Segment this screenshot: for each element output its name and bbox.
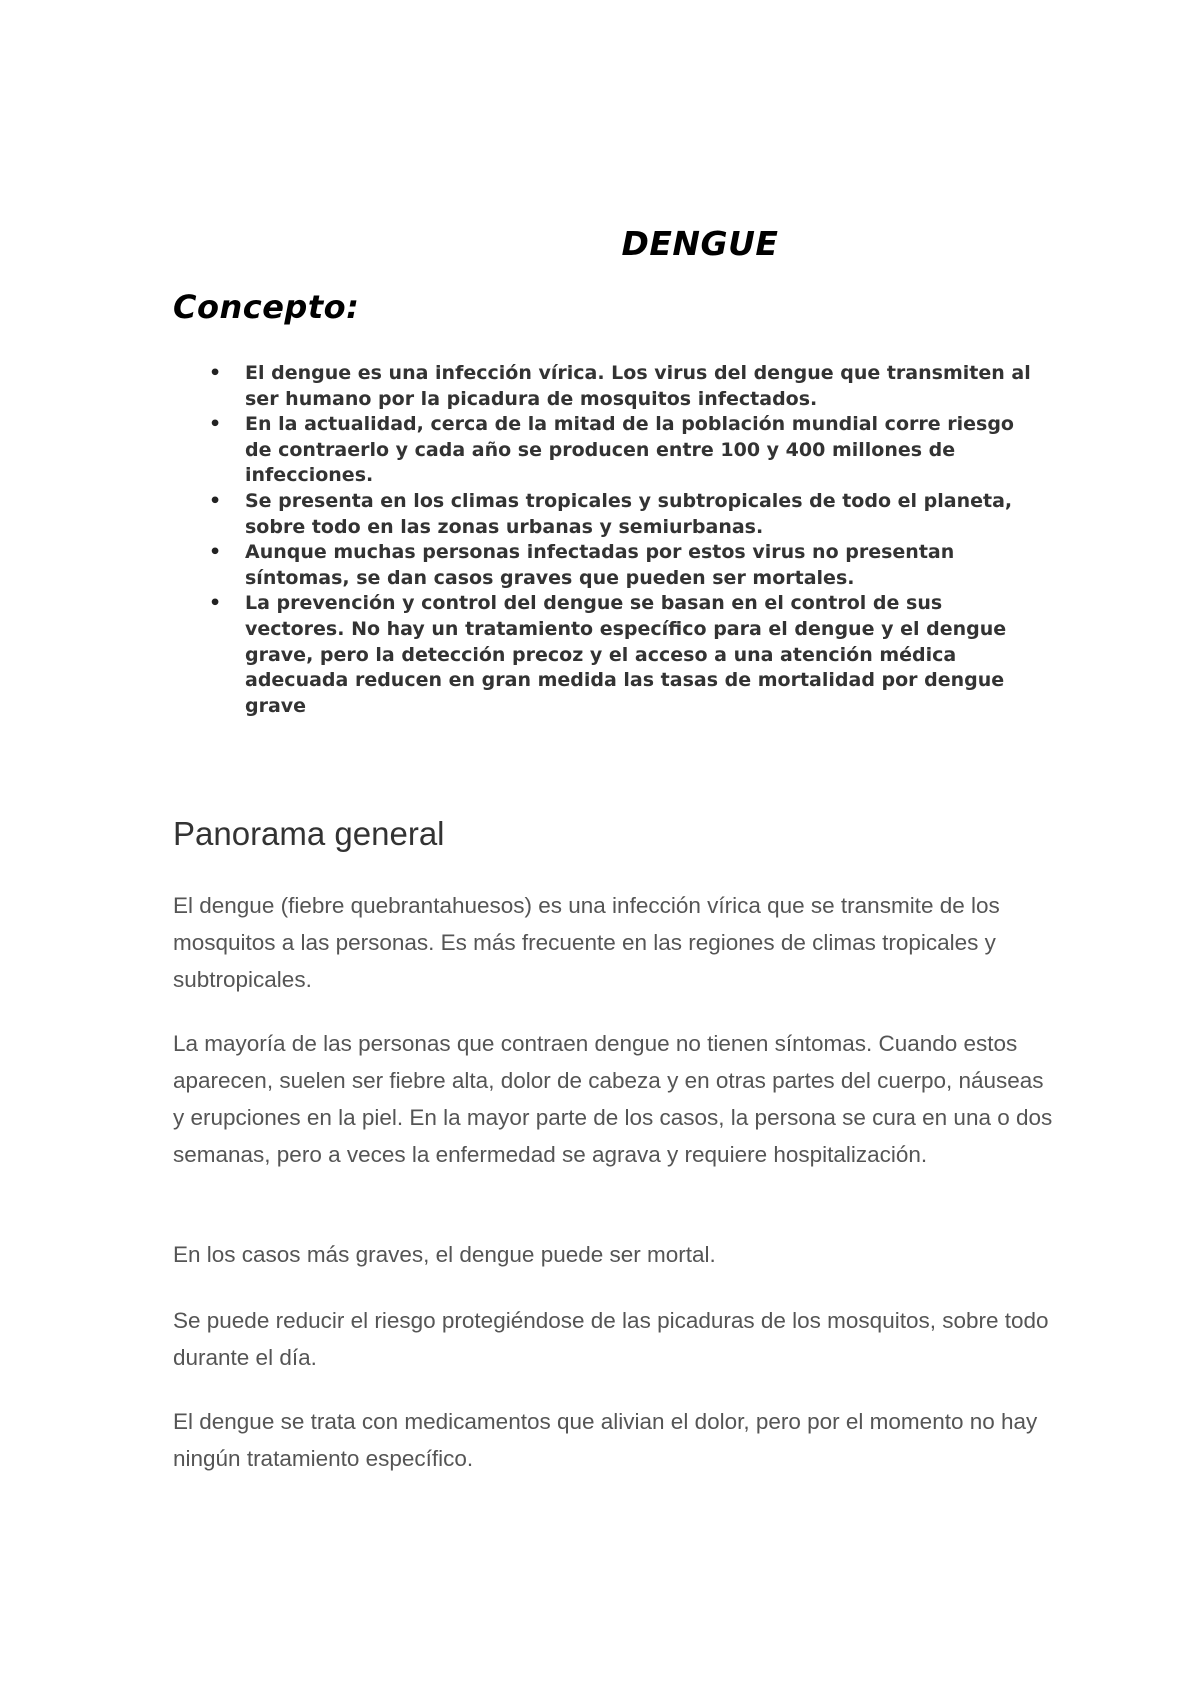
paragraph: El dengue (fiebre quebrantahuesos) es una infección vírica que se transmite de los mosquitos a las personas. Es más frecuente en las regiones de climas tropicales y subtropicales. <box>173 893 1000 992</box>
paragraph: Se puede reducir el riesgo protegiéndose de las picaduras de los mosquitos, sobre todo durante el día. <box>173 1308 1049 1370</box>
bullet-marker: • <box>209 541 222 564</box>
concept-heading: Concepto: <box>173 288 360 326</box>
document-title: DENGUE <box>621 224 779 263</box>
bullet-text: Aunque muchas personas infectadas por estos virus no presentan síntomas, se dan casos graves que pueden ser mortales. <box>245 541 955 589</box>
paragraph: En los casos más graves, el dengue puede ser mortal. <box>173 1242 716 1267</box>
paragraph: La mayoría de las personas que contraen dengue no tienen síntomas. Cuando estos aparecen, suelen ser fiebre alta, dolor de cabeza y en otras partes del cuerpo, náuseas y erupciones en la piel. En la mayor parte de los casos, la persona se cura en una o dos semanas, pero a veces la enfermedad se agrava y requiere hospitalización. <box>173 1031 1053 1167</box>
bullet-text: La prevención y control del dengue se basan en el control de sus vectores. No hay un tratamiento específico para el dengue y el dengue grave, pero la detección precoz y el acceso a una atención médica adecuada reducen en gran medida las tasas de mortalidad por dengue grave <box>245 592 1007 717</box>
bullet-item <box>173 540 1043 591</box>
bullet-item <box>173 591 1043 719</box>
concept-bullet-list <box>173 361 1043 719</box>
bullet-item <box>173 361 1043 412</box>
paragraph: El dengue se trata con medicamentos que alivian el dolor, pero por el momento no hay ningún tratamiento específico. <box>173 1409 1038 1471</box>
bullet-text: Se presenta en los climas tropicales y subtropicales de todo el planeta, sobre todo en las zonas urbanas y semiurbanas. <box>245 489 1013 538</box>
bullet-marker: • <box>209 489 222 512</box>
bullet-marker: • <box>209 362 222 384</box>
section-heading: Panorama general <box>173 815 445 852</box>
bullet-item <box>173 489 1043 540</box>
bullet-text: El dengue es una infección vírica. Los virus del dengue que transmiten al ser humano por la picadura de mosquitos infectados. <box>245 362 1031 410</box>
bullet-item <box>173 412 1043 489</box>
bullet-text: En la actualidad, cerca de la mitad de la población mundial corre riesgo de contraerlo y cada año se producen entre 100 y 400 millones de infecciones. <box>245 413 1014 487</box>
bullet-marker: • <box>209 413 222 436</box>
bullet-marker: • <box>209 592 222 615</box>
